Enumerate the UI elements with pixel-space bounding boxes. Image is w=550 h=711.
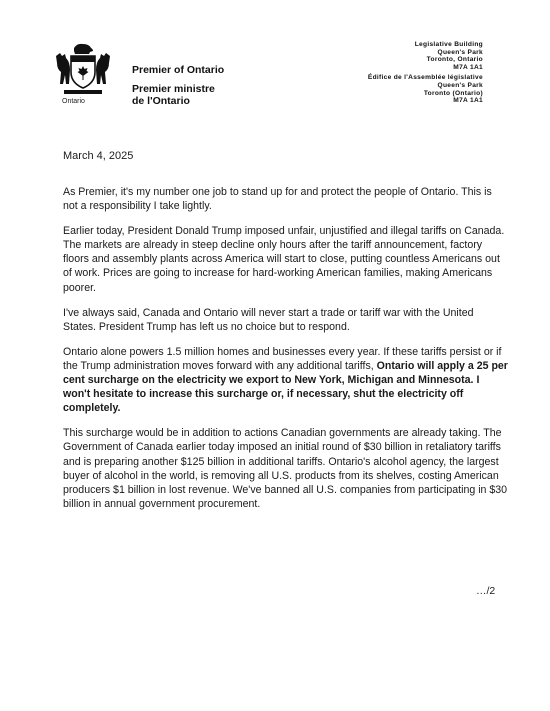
paragraph: This surcharge would be in addition to actions Canadian governments are already taking. The Government of Canada earlier today imposed an initial round of $30 billion in retaliatory tariffs and is preparing another $125 billion in additional tariffs. Ontario's alcohol agency, the largest buyer of alcohol in the world, is removing all U.S. products from its shelves, costing American producers $1 billion in lost revenue. We've banned all U.S. companies from participating in $30 billion in annual government procurement. (63, 427, 508, 510)
crest-caption: Ontario (62, 98, 85, 105)
address-en-line: Queen's Park (437, 48, 483, 56)
paragraph: As Premier, it's my number one job to stand up for and protect the people of Ontario. This is not a responsibility I take lightly. (63, 186, 492, 213)
paragraph-text: Ontario alone powers 1.5 million homes and businesses every year. If these tariffs persist or if the Trump administration moves forward with any additional tariffs, (63, 345, 502, 372)
office-title-fr (132, 83, 224, 107)
page-continuation-marker: …/2 (476, 585, 496, 597)
paragraph (63, 345, 508, 415)
address-fr-line: Édifice de l'Assemblée législative (367, 74, 483, 82)
office-title-fr-line1: Premier ministre (132, 83, 215, 95)
letter-body (63, 185, 508, 522)
office-title-en: Premier of Ontario (132, 64, 225, 76)
paragraph-bold-text: Ontario will apply a 25 per cent surcharge on the electricity we export to New York, Michigan and Minnesota. I won't hesitate to increase this surcharge or, if necessary, shut the electricity off completely. (63, 359, 508, 415)
address-en-line: M7A 1A1 (453, 63, 483, 71)
ontario-crest-icon (52, 40, 114, 98)
office-address (368, 41, 483, 105)
address-en-line: Legislative Building (414, 41, 483, 48)
address-en-line: Toronto, Ontario (426, 56, 483, 64)
paragraph: I've always said, Canada and Ontario will never start a trade or tariff war with the United States. President Trump has left us no choice but to respond. (63, 306, 474, 333)
address-fr-line: Queen's Park (437, 81, 483, 89)
office-title-fr-line2: de l'Ontario (132, 95, 190, 107)
letter-date: March 4, 2025 (63, 150, 134, 162)
address-fr-line: Toronto (Ontario) (423, 89, 483, 97)
address-fr-line: M7A 1A1 (453, 97, 483, 105)
paragraph: Earlier today, President Donald Trump imposed unfair, unjustified and illegal tariffs on Canada. The markets are already in steep decline only hours after the tariff announcement, factory floors and assembly plants across America will start to close, putting countless Americans out of work. Prices are going to increase for hard-working American families, making Americans poorer. (63, 225, 505, 294)
office-title (132, 64, 224, 107)
